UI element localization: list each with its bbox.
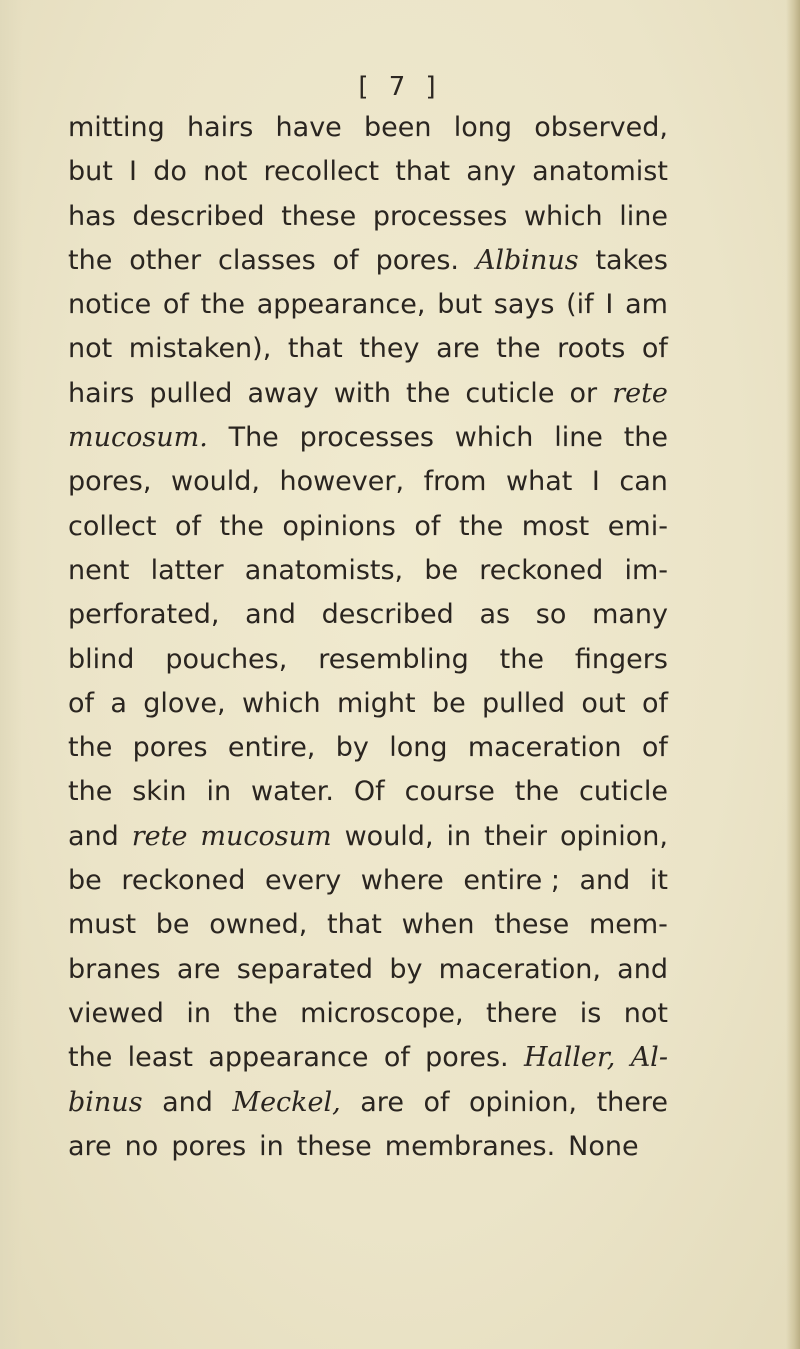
word: of xyxy=(332,244,359,276)
word: mistaken), xyxy=(128,333,272,365)
word: out xyxy=(581,687,626,719)
word: pores xyxy=(132,732,208,764)
word: (if xyxy=(566,289,594,321)
word: where xyxy=(360,865,444,897)
word: says xyxy=(493,289,555,321)
word: separated xyxy=(236,953,374,985)
text-line xyxy=(68,903,668,947)
word: however, xyxy=(279,466,405,498)
word: the xyxy=(200,289,245,321)
body-text xyxy=(68,106,668,1169)
word: line xyxy=(619,200,668,232)
word: of xyxy=(641,687,668,719)
word: in xyxy=(446,820,472,852)
word: are xyxy=(436,333,480,365)
word: reckoned xyxy=(121,865,246,897)
word: so xyxy=(535,599,567,631)
word: reckoned xyxy=(479,554,604,586)
word: the xyxy=(496,333,541,365)
word: opinion, xyxy=(559,820,668,852)
word: opinion, xyxy=(469,1086,578,1118)
word: The xyxy=(228,422,279,454)
word: be xyxy=(431,687,466,719)
word: these xyxy=(296,1130,372,1162)
text-line xyxy=(68,327,668,371)
italic-word: rete xyxy=(131,820,188,852)
word: pores. xyxy=(375,244,459,276)
word: microscope, xyxy=(300,997,464,1029)
word: away xyxy=(247,377,319,409)
italic-word: rete xyxy=(612,377,668,409)
italic-word: Albinus xyxy=(475,244,579,276)
word: the xyxy=(406,377,451,409)
text-line xyxy=(68,770,668,814)
word: there xyxy=(596,1086,668,1118)
word: of xyxy=(68,687,95,719)
word: line xyxy=(554,422,603,454)
word: skin xyxy=(132,776,187,808)
word: pores. xyxy=(425,1042,509,1074)
word: and xyxy=(617,953,668,985)
word: anatomist xyxy=(532,156,668,188)
word: any xyxy=(466,156,516,188)
word: these xyxy=(494,909,570,941)
page-number: [ 7 ] xyxy=(358,72,442,102)
page-gutter-shadow xyxy=(0,0,22,1349)
word: maceration xyxy=(467,732,622,764)
word: these xyxy=(281,200,357,232)
word: perforated, xyxy=(68,599,220,631)
word: the xyxy=(514,776,560,808)
word: collect xyxy=(68,510,157,542)
word: the xyxy=(68,776,113,808)
word: which xyxy=(241,687,321,719)
word: long xyxy=(453,112,513,143)
word: processes xyxy=(372,200,508,232)
word: by xyxy=(389,953,423,985)
word: observed, xyxy=(534,112,668,143)
word: and xyxy=(579,865,631,897)
word: glove, xyxy=(143,687,226,719)
word: with xyxy=(333,377,391,409)
text-line xyxy=(68,150,668,194)
text-line xyxy=(68,593,668,637)
word: appearance xyxy=(208,1042,369,1074)
word: the xyxy=(623,422,668,454)
text-line xyxy=(68,1036,668,1080)
word: when xyxy=(401,909,475,941)
word: be xyxy=(155,909,190,941)
word: owned, xyxy=(209,909,308,941)
word: classes xyxy=(218,244,316,276)
word: which xyxy=(454,422,534,454)
word: are xyxy=(68,1130,112,1162)
word: would, xyxy=(344,820,434,852)
word: appearance, xyxy=(256,289,426,321)
word: the xyxy=(458,510,504,542)
word: of xyxy=(641,732,668,764)
italic-word: Meckel, xyxy=(232,1086,341,1118)
italic-word: mucosum. xyxy=(68,422,208,454)
text-line xyxy=(68,372,668,416)
word: has xyxy=(68,200,116,232)
word: which xyxy=(523,200,603,232)
word: as xyxy=(479,599,511,631)
word: most xyxy=(521,510,590,542)
word: would, xyxy=(170,466,260,498)
word: am xyxy=(625,289,668,321)
word: be xyxy=(424,554,459,586)
word: resembling xyxy=(318,643,469,675)
word: nent xyxy=(68,554,130,586)
word: that xyxy=(327,909,382,941)
word: no xyxy=(124,1130,159,1162)
word: recollect xyxy=(263,156,380,188)
text-line xyxy=(68,416,668,460)
text-line xyxy=(68,948,668,992)
italic-word: Haller, xyxy=(523,1042,616,1074)
text-line xyxy=(68,992,668,1036)
word: entire ; xyxy=(463,865,560,897)
word: pores, xyxy=(68,466,152,498)
text-line xyxy=(68,283,668,327)
word: hairs xyxy=(68,377,135,409)
word: there xyxy=(485,997,558,1029)
word: but xyxy=(437,289,483,321)
word: what xyxy=(506,466,573,498)
word: long xyxy=(389,732,448,764)
word: in xyxy=(186,997,211,1029)
word: the xyxy=(233,997,278,1029)
word: can xyxy=(619,466,668,498)
text-line xyxy=(68,460,668,504)
text-line xyxy=(68,1081,668,1125)
word: pores xyxy=(171,1130,247,1162)
word: of xyxy=(423,1086,450,1118)
word: been xyxy=(364,112,432,143)
italic-word: binus xyxy=(68,1086,143,1118)
word: or xyxy=(569,377,598,409)
word: but xyxy=(68,156,113,188)
word: notice xyxy=(68,289,152,321)
word: and xyxy=(68,820,119,852)
word: and xyxy=(245,599,296,631)
text-line xyxy=(68,1125,668,1169)
word: their xyxy=(484,820,547,852)
word: are xyxy=(360,1086,404,1118)
text-line xyxy=(68,505,668,549)
word: every xyxy=(264,865,342,897)
italic-word: Al- xyxy=(630,1042,668,1074)
word: it xyxy=(649,865,668,897)
word: Of xyxy=(353,776,385,808)
page-edge xyxy=(786,0,800,1349)
word: membranes. xyxy=(384,1130,556,1162)
word: other xyxy=(129,244,202,276)
word: cuticle xyxy=(578,776,668,808)
word: mitting xyxy=(68,112,165,143)
word: pulled xyxy=(482,687,566,719)
word: anatomists, xyxy=(244,554,404,586)
word: of xyxy=(383,1042,410,1074)
word: emi- xyxy=(607,510,668,542)
word: might xyxy=(336,687,416,719)
word: least xyxy=(127,1042,193,1074)
word: and xyxy=(162,1086,213,1118)
word: that xyxy=(287,333,343,365)
word: from xyxy=(423,466,487,498)
word: takes xyxy=(595,244,668,276)
word: many xyxy=(592,599,668,631)
text-line xyxy=(68,106,668,150)
word: maceration, xyxy=(438,953,601,985)
word: latter xyxy=(150,554,224,586)
word: cuticle xyxy=(465,377,555,409)
text-line xyxy=(68,638,668,682)
word: opinions xyxy=(282,510,396,542)
word: I xyxy=(605,289,614,321)
word: a xyxy=(110,687,127,719)
word: in xyxy=(259,1130,284,1162)
word: I xyxy=(129,156,138,188)
word: entire, xyxy=(227,732,316,764)
text-line xyxy=(68,682,668,726)
text-line xyxy=(68,726,668,770)
word: is xyxy=(579,997,602,1029)
text-line xyxy=(68,195,668,239)
word: branes xyxy=(68,953,161,985)
italic-word: mucosum xyxy=(200,820,332,852)
word: roots xyxy=(557,333,626,365)
word: fingers xyxy=(574,643,668,675)
word: described xyxy=(321,599,454,631)
word: that xyxy=(395,156,451,188)
word: I xyxy=(591,466,600,498)
word: have xyxy=(275,112,342,143)
word: by xyxy=(335,732,369,764)
word: of xyxy=(162,289,189,321)
word: the xyxy=(68,732,113,764)
word: they xyxy=(359,333,420,365)
word: the xyxy=(68,1042,113,1074)
word: are xyxy=(176,953,221,985)
word: be xyxy=(68,865,102,897)
word: pulled xyxy=(149,377,233,409)
word: the xyxy=(499,643,544,675)
word: described xyxy=(132,200,265,232)
word: blind xyxy=(68,643,135,675)
text-line xyxy=(68,859,668,903)
word: must xyxy=(68,909,137,941)
word: im- xyxy=(624,554,668,586)
word: not xyxy=(623,997,668,1029)
word: of xyxy=(414,510,441,542)
word: viewed xyxy=(68,997,164,1029)
word: processes xyxy=(299,422,434,454)
word: do xyxy=(153,156,187,188)
word: in xyxy=(206,776,232,808)
word: of xyxy=(174,510,201,542)
word: not xyxy=(68,333,113,365)
word: water. xyxy=(250,776,335,808)
word: the xyxy=(219,510,264,542)
word: course xyxy=(404,776,495,808)
word: pouches, xyxy=(165,643,288,675)
text-line xyxy=(68,239,668,283)
word: the xyxy=(68,244,113,276)
word: of xyxy=(641,333,668,365)
text-line xyxy=(68,549,668,593)
word: mem- xyxy=(588,909,668,941)
word: None xyxy=(568,1130,639,1162)
text-line xyxy=(68,815,668,859)
word: hairs xyxy=(186,112,254,143)
word: not xyxy=(203,156,248,188)
